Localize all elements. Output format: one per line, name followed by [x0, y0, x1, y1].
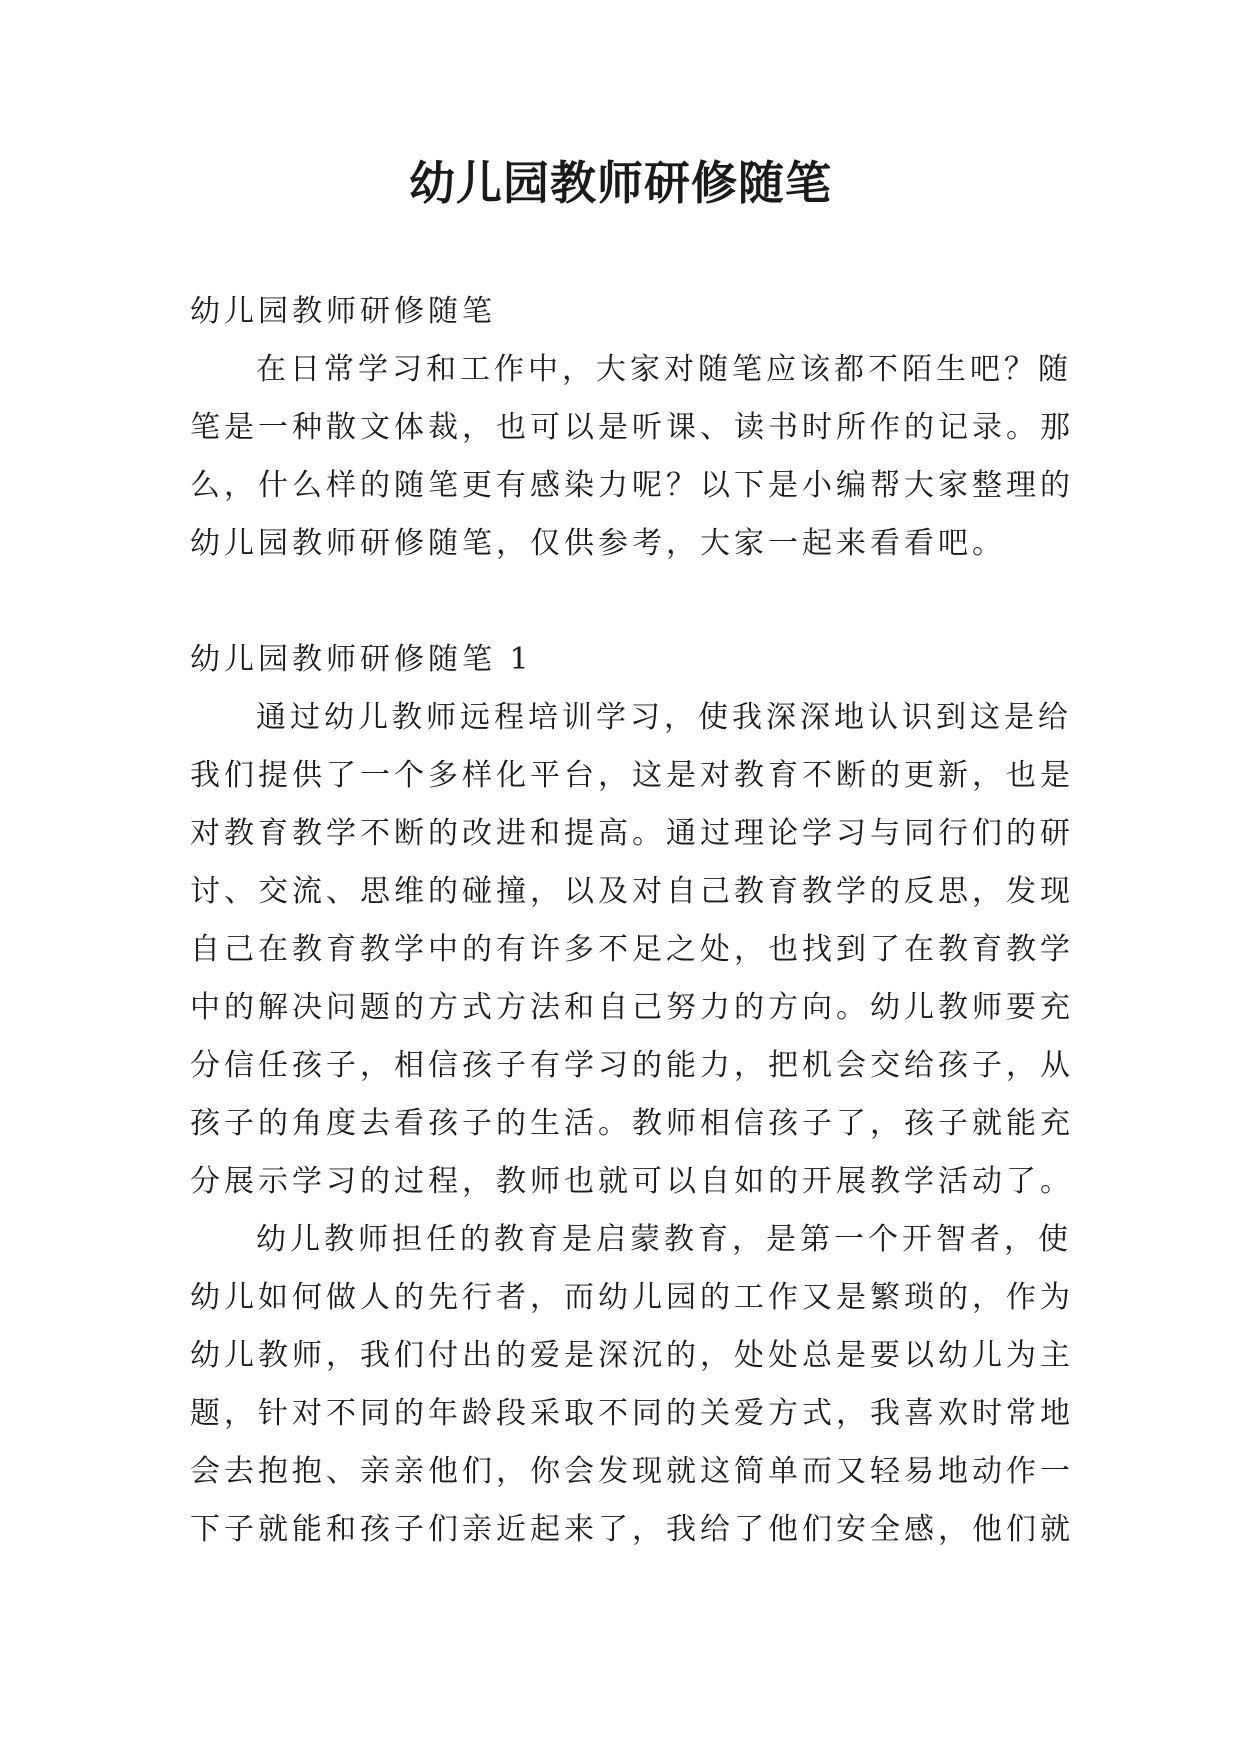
paragraph-line: 自己在教育教学中的有许多不足之处，也找到了在教育教学 [190, 932, 1074, 967]
paragraph-line: 题，针对不同的年龄段采取不同的关爱方式，我喜欢时常地 [190, 1396, 1074, 1431]
paragraph-gap [190, 573, 1060, 631]
paragraph-line: 下子就能和孩子们亲近起来了，我给了他们安全感，他们就 [190, 1512, 1074, 1547]
intro-line: 在日常学习和工作中，大家对随笔应该都不陌生吧？随 [256, 352, 1072, 387]
paragraph-line: 通过幼儿教师远程培训学习，使我深深地认识到这是给 [256, 700, 1072, 735]
paragraph-line: 分信任孩子，相信孩子有学习的能力，把机会交给孩子，从 [190, 1048, 1074, 1083]
document-subtitle: 幼儿园教师研修随笔 [190, 294, 496, 329]
paragraph-line: 幼儿教师担任的教育是启蒙教育，是第一个开智者，使 [256, 1222, 1072, 1257]
paragraph-line: 对教育教学不断的改进和提高。通过理论学习与同行们的研 [190, 816, 1074, 851]
intro-line: 幼儿园教师研修随笔，仅供参考，大家一起来看看吧。 [190, 526, 1006, 561]
intro-line: 笔是一种散文体裁，也可以是听课、读书时所作的记录。那 [190, 410, 1074, 445]
intro-line: 么，什么样的随笔更有感染力呢？以下是小编帮大家整理的 [190, 468, 1074, 503]
paragraph-line: 分展示学习的过程，教师也就可以自如的开展教学活动了。 [190, 1164, 1074, 1199]
paragraph-line: 会去抱抱、亲亲他们，你会发现就这简单而又轻易地动作一 [190, 1454, 1074, 1489]
paragraph-line: 幼儿教师，我们付出的爱是深沉的，处处总是要以幼儿为主 [190, 1338, 1074, 1373]
paragraph-line: 孩子的角度去看孩子的生活。教师相信孩子了，孩子就能充 [190, 1106, 1074, 1141]
document-title: 幼儿园教师研修随笔 [409, 156, 832, 210]
paragraph-line: 中的解决问题的方式方法和自己努力的方向。幼儿教师要充 [190, 990, 1074, 1025]
paragraph-line: 我们提供了一个多样化平台，这是对教育不断的更新，也是 [190, 758, 1074, 793]
document-body [190, 283, 1074, 1559]
paragraph-line: 讨、交流、思维的碰撞，以及对自己教育教学的反思，发现 [190, 874, 1074, 909]
section-heading: 幼儿园教师研修随笔 1 [190, 642, 533, 677]
paragraph-line: 幼儿如何做人的先行者，而幼儿园的工作又是繁琐的，作为 [190, 1280, 1074, 1315]
